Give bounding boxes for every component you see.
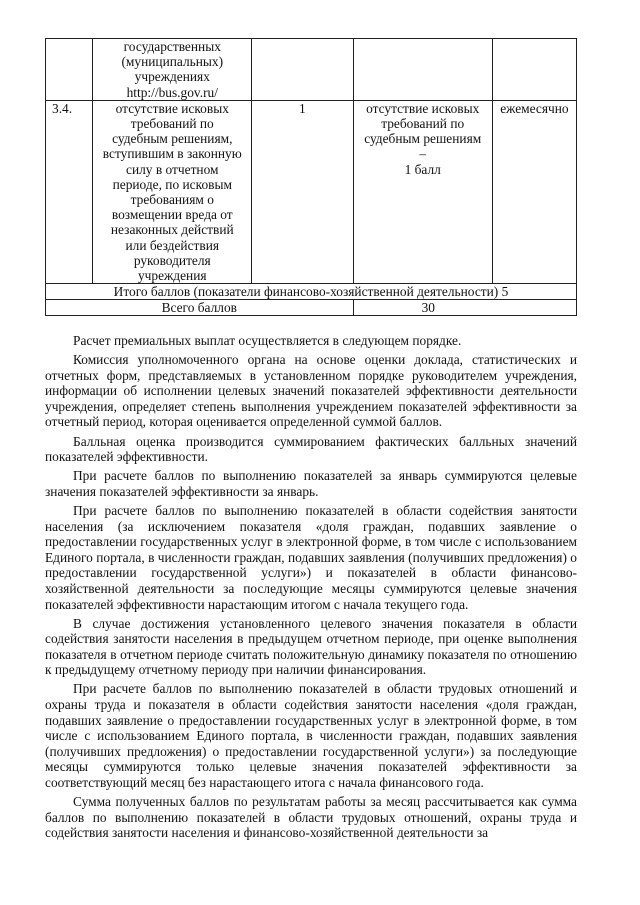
table-row-3-4 (46, 100, 577, 283)
text-line: возмещении вреда от (111, 207, 233, 223)
table-row-continued (46, 39, 577, 101)
text-line: силу в отчетном (126, 161, 219, 177)
points-value: 1 (252, 100, 353, 283)
text-line: отсутствие исковых (366, 100, 480, 116)
text-line: 1 балл (404, 161, 441, 177)
paragraph: Балльная оценка производится суммированием фактических балльных значений показателей эффективности. (45, 433, 577, 465)
criteria-cell (353, 100, 492, 283)
paragraph: При расчете баллов по выполнению показателей за январь суммируются целевые значения показателей эффективности за январь. (45, 468, 577, 499)
subtotal-label: Итого баллов (показатели финансово-хозяйственной деятельности) (113, 284, 499, 300)
periodicity-value: ежемесячно (492, 100, 576, 283)
subtotal-row (46, 284, 577, 300)
paragraph: Сумма полученных баллов по результатам работы за месяц рассчитывается как сумма баллов по выполнению показателей в области трудовых отношений, охраны труда и содействия занятости населения и финансово-хозяйственной деятельности за (45, 794, 577, 841)
paragraph: При расчете баллов по выполнению показателей в области содействия занятости населения (за исключением показателя «доля граждан, подавших заявление о предоставлении государственных услуг в электронной форме, в том числе с использованием Единого портала, в численности граждан, подавших заявления (получивших предложения) о предоставлении государственной услуги») и показателей в области финансово-хозяйственной деятельности за последующие месяцы суммируются целевые значения показателей эффективности нарастающим итогом с начала текущего года. (45, 502, 577, 612)
criteria-cell (353, 39, 492, 101)
text-line: или бездействия (125, 237, 220, 253)
text-line: (муниципальных) (121, 54, 224, 70)
text-line: отсутствие исковых (115, 100, 229, 116)
indicators-table (45, 38, 577, 316)
subtotal-cell (46, 284, 577, 300)
text-line: требований по (130, 116, 214, 132)
text-line: незаконных действий (110, 222, 234, 238)
text-line: периоде, по исковым (112, 176, 232, 192)
paragraph: В случае достижения установленного целевого значения показателя в области содействия занятости населения в предыдущем отчетном периоде, при оценке выполнения показателя в отчетном периоде считать положительную динамику показателя по отношению к предыдущему отчетному периоду при наличии финансирования. (45, 615, 577, 678)
total-label: Всего баллов (46, 300, 354, 316)
text-line: вступившим в законную (102, 146, 242, 162)
text-line: судебным решениям (364, 131, 482, 147)
paragraph: Комиссия уполномоченного органа на основе оценки доклада, статистических и отчетных форм, представляемых в установленном порядке руководителем учреждения, информации об исполнении целевых значений показателей эффективности деятельности учреждения, определяет степень выполнения учреждением показателей эффективности за отчетный период, которая оценивается определенной суммой баллов. (45, 352, 577, 430)
paragraph: Расчет премиальных выплат осуществляется в следующем порядке. (73, 333, 462, 348)
total-row (46, 300, 577, 316)
text-line: требованиям о (130, 192, 214, 208)
points-cell (252, 39, 353, 101)
text-line: требований по (381, 116, 465, 132)
body-text (45, 333, 577, 844)
text-line: государственных (123, 39, 221, 54)
subtotal-value: 5 (501, 284, 509, 300)
text-line: – (419, 146, 427, 162)
text-line: руководителя (133, 252, 211, 268)
text-line: учреждения (137, 268, 207, 284)
total-value: 30 (353, 300, 576, 316)
link-text: http://bus.gov.ru/ (126, 84, 218, 100)
indicator-name-cell (93, 100, 252, 283)
periodicity-cell (492, 39, 576, 101)
paragraph: При расчете баллов по выполнению показателей в области трудовых отношений и охраны труда и показателя в области содействия занятости населения «доля граждан, подавших заявление о предоставлении государственных услуг в электронной форме, в том числе с использованием Единого портала, в численности граждан, подавших заявления (получивших предложения) о предоставлении государственной услуги») за последующие месяцы суммируются только целевые значения показателей эффективности за соответствующий месяц без нарастающего итога с начала финансового года. (45, 681, 577, 791)
text-line: учреждениях (134, 69, 210, 85)
row-number-cell (46, 39, 93, 101)
text-line: судебным решениям, (112, 131, 233, 147)
row-number: 3.4. (46, 100, 93, 283)
indicator-name-cell (93, 39, 252, 101)
